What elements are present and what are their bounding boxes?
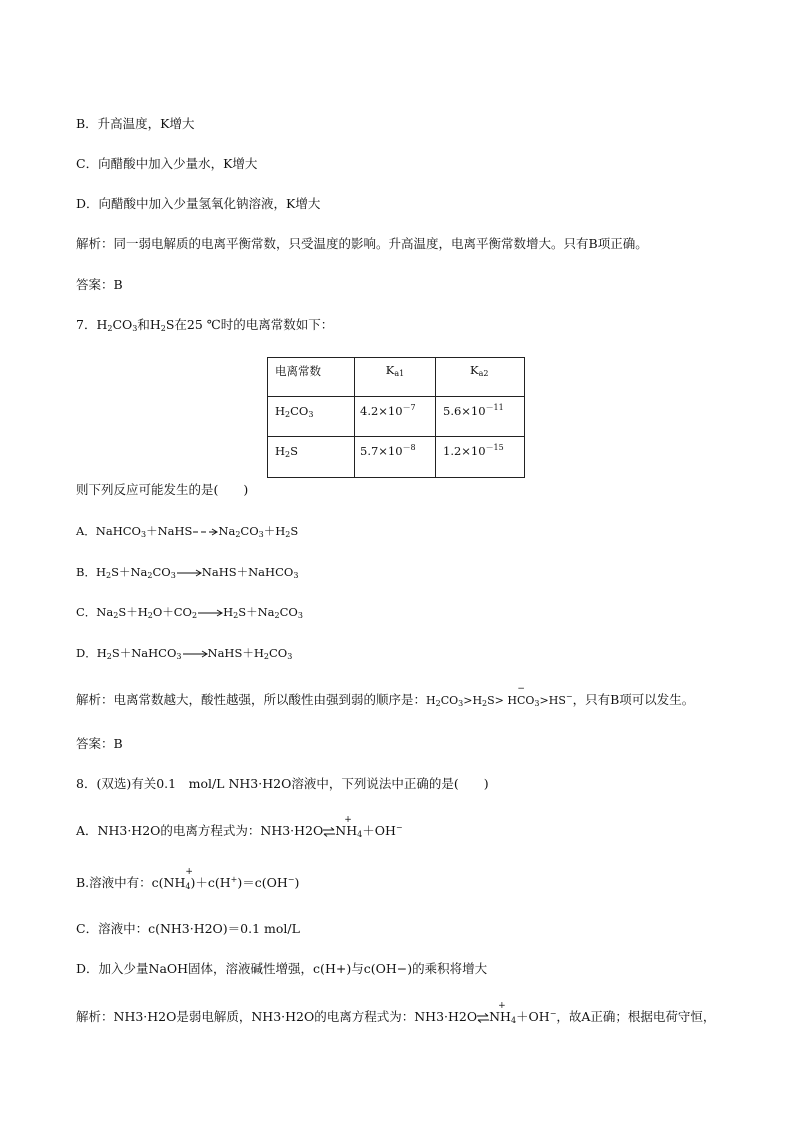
q7-option-d: D．$H_2S+NaHCO_3$ $NaHS+H_2CO_3$ bbox=[76, 646, 293, 661]
q8-option-d: D．加入少量NaOH固体，溶液碱性增强，c(H+)与c(OH−)的乘积将增大 bbox=[76, 961, 488, 976]
table-row bbox=[268, 437, 525, 478]
table-header-row bbox=[268, 358, 525, 397]
q7-analysis: 解析：电离常数越大，酸性越强，所以酸性由强到弱的顺序是：$H_2CO_3>H_2S> HCO_3$ − >HS−，只有B项可以发生。 bbox=[76, 684, 695, 708]
ka2-cell: $5.6\times 10^{-11}$ bbox=[436, 397, 525, 437]
q6-option-b: B．升高温度，K增大 bbox=[76, 116, 195, 131]
ka1-cell: $5.7\times 10^{-8}$ bbox=[355, 437, 436, 478]
header-label: 电离常数 bbox=[268, 358, 355, 397]
q8-stem: 8．(双选)有关0.1 mol/L NH3·H2O溶液中，下列说法中正确的是( ) bbox=[76, 776, 489, 791]
ka2-cell: $1.2\times 10^{-15}$ bbox=[436, 437, 525, 478]
q7-stem: 7．$H_2CO_3$和$H_2S$在25 ℃时的电离常数如下： bbox=[76, 317, 334, 333]
q7-option-b: B．$H_2S+Na_2CO_3$ NaHS＋NaHCO$_3$ bbox=[76, 565, 299, 580]
q8-analysis: 解析：NH3·H2O是弱电解质，NH3·H2O的电离方程式为：NH3·H2O $NH_4$ + ＋OH−，故A正确；根据电荷守恒， bbox=[76, 1001, 716, 1025]
table-row bbox=[268, 397, 525, 437]
q6-option-c: C．向醋酸中加入少量水，K增大 bbox=[76, 156, 258, 171]
ionization-constant-table bbox=[267, 357, 525, 478]
q6-analysis: 解析：同一弱电解质的电离平衡常数，只受温度的影响。升高温度，电离平衡常数增大。只有B项正确。 bbox=[76, 236, 648, 251]
species-cell: $H_2CO_3$ bbox=[268, 397, 355, 437]
q7-option-c: C．$Na_2S+H_2O+CO_2$ $H_2S+Na_2CO_3$ bbox=[76, 605, 303, 620]
q6-option-d: D．向醋酸中加入少量氢氧化钠溶液，K增大 bbox=[76, 196, 321, 211]
q7-question: 则下列反应可能发生的是( ) bbox=[76, 482, 249, 497]
q7-option-a: A．NaHCO$_3$＋NaHS $Na_2CO_3+H_2S$ bbox=[76, 524, 299, 539]
reaction-arrow-icon bbox=[182, 650, 208, 658]
reaction-arrow-icon bbox=[192, 528, 218, 536]
species-cell: $H_2S$ bbox=[268, 437, 355, 478]
header-ka2: $K_{a2}$ bbox=[436, 358, 525, 397]
equilibrium-arrow-icon bbox=[323, 827, 335, 837]
q8-option-a: A．NH3·H2O的电离方程式为：NH3·H2O $NH_4$ + ＋OH− bbox=[76, 815, 403, 839]
header-ka1: $K_{a1}$ bbox=[355, 358, 436, 397]
q8-option-c: C．溶液中：c(NH3·H2O)＝0.1 mol/L bbox=[76, 921, 300, 936]
equilibrium-arrow-icon bbox=[477, 1013, 489, 1023]
q7-answer: 答案：B bbox=[76, 736, 123, 751]
reaction-arrow-icon bbox=[197, 609, 223, 617]
reaction-arrow-icon bbox=[176, 569, 202, 577]
q8-option-b: B.溶液中有：$c(NH_4$ + )＋c(H+)＝c(OH−) bbox=[76, 867, 300, 891]
ka1-cell: $4.2\times 10^{-7}$ bbox=[355, 397, 436, 437]
q6-answer: 答案：B bbox=[76, 277, 123, 292]
